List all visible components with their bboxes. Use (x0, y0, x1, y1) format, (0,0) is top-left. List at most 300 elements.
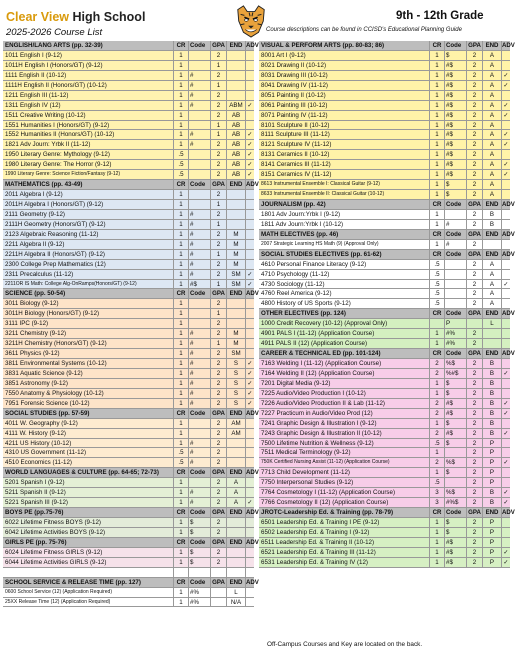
credit-cell: 1 (173, 200, 188, 209)
advanced-cell (245, 548, 254, 557)
endorsement-cell: M (226, 329, 245, 338)
credit-cell: 1 (173, 598, 188, 607)
course-row (259, 240, 510, 250)
credit-cell: 1 (173, 190, 188, 199)
advanced-cell: ✓ (245, 170, 254, 179)
code-cell (188, 299, 210, 308)
credit-cell: 1 (429, 329, 444, 338)
credit-cell: 1 (173, 230, 188, 239)
endorsement-cell: B (482, 429, 501, 438)
course-row (3, 369, 254, 379)
gpa-cell: 1 (210, 61, 226, 70)
code-cell: #$ (444, 399, 466, 408)
code-cell (188, 111, 210, 120)
endorsement-cell: P (482, 548, 501, 557)
gpa-cell: 2 (210, 488, 226, 497)
credit-cell: 1 (173, 419, 188, 428)
section-header (259, 250, 515, 260)
course-name: 8151 Ceramics IV (11-12) (261, 171, 332, 179)
section-header (3, 578, 259, 588)
course-name: 3811 Environmental Systems (10-12) (5, 360, 107, 367)
gpa-cell: GPA (210, 538, 226, 547)
endorsement-cell (226, 518, 245, 527)
course-name: 7225 Audio/Video Production I (10-12) (261, 389, 366, 397)
section-header (3, 468, 259, 478)
advanced-cell (245, 71, 254, 80)
course-name: 2300 College Prep Mathematics (12) (5, 260, 106, 268)
credit-cell: 1 (173, 528, 188, 537)
advanced-cell (245, 528, 254, 537)
code-cell: #%$ (444, 498, 466, 507)
course-name: 1821 Adv Journ: Yrbk II (11-12) (5, 141, 91, 149)
code-cell: Code (444, 309, 466, 318)
course-row (259, 210, 510, 220)
code-cell: Code (188, 468, 210, 477)
course-row (259, 448, 510, 458)
gpa-cell: 2 (466, 409, 482, 418)
endorsement-cell: END (482, 250, 501, 259)
course-row (259, 439, 510, 449)
course-row (3, 478, 254, 488)
credit-cell: 1 (429, 61, 444, 70)
code-cell (444, 280, 466, 289)
course-row (259, 220, 510, 230)
endorsement-cell: A (482, 61, 501, 70)
advanced-cell (245, 458, 254, 467)
gpa-cell: 2 (210, 349, 226, 358)
advanced-cell: ✓ (245, 270, 254, 279)
endorsement-cell: S (226, 359, 245, 368)
course-name: SCHOOL SERVICE & RELEASE TIME (pp. 127) (5, 578, 141, 586)
course-name: 8121 Sculpture IV (11-12) (261, 141, 332, 149)
gpa-cell: 2 (466, 488, 482, 497)
gpa-cell: 2 (210, 91, 226, 100)
credit-cell: 1 (173, 518, 188, 527)
code-cell: #% (188, 588, 210, 597)
course-name: BOYS PE (pp.75-76) (5, 509, 64, 517)
advanced-cell (245, 558, 254, 567)
advanced-cell: ✓ (501, 280, 510, 289)
course-name: 7500 Lifetime Nutrition & Wellness (9-12) (261, 439, 374, 447)
endorsement-cell: END (226, 538, 245, 547)
credit-cell: .5 (429, 289, 444, 298)
course-name: 8613 Instrumental Ensemble I: Classical Guitar (9-12) (261, 181, 380, 188)
advanced-cell: ADV (246, 409, 259, 417)
endorsement-cell: B (482, 409, 501, 418)
advanced-cell: ✓ (245, 150, 254, 159)
course-name: 750K Certified Nursing Assist (11-12) (Application Course) (261, 459, 390, 466)
course-name: 2211 Algebra II (9-12) (5, 240, 65, 248)
course-list-year: 2025-2026 Course List (6, 27, 103, 38)
gpa-cell: 2 (466, 429, 482, 438)
course-name: OTHER ELECTIVES (pp. 124) (261, 310, 346, 318)
advanced-cell: ✓ (501, 111, 510, 120)
course-name: 3831 Aquatic Science (9-12) (5, 369, 83, 377)
gpa-cell: 2 (466, 448, 482, 457)
endorsement-cell: P (482, 528, 501, 537)
code-cell (188, 319, 210, 328)
course-name: 8021 Drawing II (10-12) (261, 61, 327, 69)
course-row (259, 101, 510, 111)
advanced-cell (501, 121, 510, 130)
course-row (259, 359, 510, 369)
gpa-cell: 2 (210, 160, 226, 169)
credit-cell: 1 (429, 71, 444, 80)
advanced-cell: ✓ (501, 548, 510, 557)
code-cell: # (188, 91, 210, 100)
gpa-cell: 2 (466, 518, 482, 527)
endorsement-cell: AB (226, 170, 245, 179)
endorsement-cell: AB (226, 150, 245, 159)
section-header (259, 309, 515, 319)
course-name: 2311 Precalculus (11-12) (5, 270, 74, 278)
advanced-cell (245, 488, 254, 497)
code-cell: # (444, 220, 466, 229)
course-name: 3011H Biology (Honors/GT) (9-12) (5, 310, 100, 318)
course-name: 7713 Child Development (11-12) (261, 469, 350, 477)
gpa-cell: 2 (210, 389, 226, 398)
course-row (259, 478, 510, 488)
advanced-cell: ✓ (501, 71, 510, 80)
advanced-cell (245, 419, 254, 428)
code-cell: $ (444, 379, 466, 388)
code-cell: Code (444, 200, 466, 209)
course-name: 1801 Adv Journ:Yrbk I (9-12) (261, 210, 341, 218)
course-row (3, 558, 254, 568)
course-name: 8041 Drawing IV (11-12) (261, 81, 328, 89)
course-name: 2007 Strategic Learning HS Math (9) (Approval Only) (261, 240, 379, 247)
course-name: 8633 Instrumental Ensemble II: Classical Guitar (10-12) (261, 191, 385, 198)
endorsement-cell: A (482, 170, 501, 179)
code-cell (188, 170, 210, 179)
credit-cell: 1 (429, 448, 444, 457)
advanced-cell (501, 190, 510, 199)
advanced-cell (245, 588, 254, 597)
credit-cell: .5 (429, 439, 444, 448)
code-cell: Code (188, 578, 210, 587)
course-row (3, 230, 254, 240)
course-row (3, 329, 254, 339)
endorsement-cell (226, 299, 245, 308)
course-name: 8031 Drawing III (10-12) (261, 71, 328, 79)
course-row (3, 81, 254, 91)
endorsement-cell: AB (226, 121, 245, 130)
endorsement-cell (226, 61, 245, 70)
credit-cell: 1 (173, 319, 188, 328)
advanced-cell (501, 439, 510, 448)
advanced-cell (501, 339, 510, 348)
code-cell: #$ (444, 81, 466, 90)
endorsement-cell (482, 240, 501, 249)
endorsement-cell (482, 339, 501, 348)
course-name: 1311 English IV (12) (5, 101, 61, 109)
advanced-cell (245, 518, 254, 527)
course-name: 1011 English I (9-12) (5, 51, 62, 59)
course-name: 2211H Algebra II (Honors/GT) (9-12) (5, 250, 105, 258)
course-row (3, 419, 254, 429)
course-row (259, 280, 510, 290)
course-row (259, 51, 510, 61)
code-cell (444, 210, 466, 219)
advanced-cell (245, 121, 254, 130)
advanced-cell: ADV (246, 509, 259, 517)
course-name: 6501 Leadership Ed. & Training I PE (9-12) (261, 519, 380, 526)
course-name: 4730 Sociology (11-12) (261, 280, 325, 288)
course-name: 3611 Physics (9-12) (5, 350, 60, 358)
course-name: 2211OR IS Math: College Alg-OnRamps(Honors/GT) (9-12) (5, 280, 137, 287)
code-cell: # (188, 130, 210, 139)
advanced-cell: ADV (246, 42, 259, 49)
endorsement-cell: END (482, 508, 501, 517)
course-name: WORLD LANGUAGES & CULTURE (pp. 64-65; 72-73) (5, 469, 159, 477)
credit-cell: 1 (173, 429, 188, 438)
credit-cell: 1 (429, 111, 444, 120)
advanced-cell (245, 568, 254, 577)
course-name: 1511 Creative Writing (10-12) (5, 111, 86, 119)
course-row (3, 280, 254, 290)
course-row (259, 329, 510, 339)
credit-cell: 1 (429, 220, 444, 229)
code-cell: Code (188, 508, 210, 517)
course-row (259, 190, 510, 200)
gpa-cell: 2 (466, 379, 482, 388)
advanced-cell: ✓ (245, 379, 254, 388)
gpa-cell: 2 (210, 379, 226, 388)
gpa-cell: 2 (210, 369, 226, 378)
code-cell: #$ (444, 538, 466, 547)
endorsement-cell (226, 71, 245, 80)
credit-cell: 1 (429, 528, 444, 537)
credit-cell: .5 (173, 160, 188, 169)
advanced-cell (501, 260, 510, 269)
code-cell: $ (188, 518, 210, 527)
credit-cell: 1 (429, 150, 444, 159)
endorsement-cell: B (482, 488, 501, 497)
credit-cell: 2 (429, 369, 444, 378)
course-name: VISUAL & PERFORM ARTS (pp. 80-83; 86) (261, 42, 385, 49)
section-header (259, 508, 515, 518)
course-row (259, 121, 510, 131)
gpa-cell: 2 (210, 210, 226, 219)
code-cell: Code (444, 508, 466, 517)
endorsement-cell: A (482, 160, 501, 169)
endorsement-cell: A (482, 111, 501, 120)
gpa-cell: 2 (466, 91, 482, 100)
advanced-cell (245, 240, 254, 249)
endorsement-cell: B (482, 220, 501, 229)
gpa-cell: GPA (466, 250, 482, 259)
course-row (259, 528, 510, 538)
code-cell: # (188, 210, 210, 219)
gpa-cell: 2 (210, 190, 226, 199)
course-row (3, 299, 254, 309)
course-row (259, 130, 510, 140)
credit-cell: 1 (173, 240, 188, 249)
course-row (3, 568, 254, 578)
course-row (3, 260, 254, 270)
gpa-cell: 1 (210, 200, 226, 209)
course-row (3, 399, 254, 409)
course-row (3, 389, 254, 399)
code-cell: #$ (444, 140, 466, 149)
endorsement-cell: P (482, 458, 501, 467)
course-row (259, 518, 510, 528)
credit-cell: 1 (173, 130, 188, 139)
course-column-left (3, 41, 259, 607)
code-cell: Code (188, 41, 210, 50)
course-row (3, 598, 254, 608)
course-row (259, 180, 510, 190)
code-cell: # (188, 458, 210, 467)
credit-cell: .5 (429, 270, 444, 279)
endorsement-cell: S (226, 379, 245, 388)
credit-cell: 1 (429, 558, 444, 567)
course-row (3, 210, 254, 220)
credit-cell: 1 (429, 180, 444, 189)
credit-cell: 1 (429, 389, 444, 398)
code-cell: $ (444, 51, 466, 60)
gpa-cell: 2 (210, 111, 226, 120)
gpa-cell: 2 (210, 51, 226, 60)
course-row (259, 389, 510, 399)
gpa-cell: 2 (466, 240, 482, 249)
credit-cell: 1 (173, 399, 188, 408)
course-row (3, 150, 254, 160)
gpa-cell: 2 (466, 150, 482, 159)
course-name: 7201 Digital Media (9-12) (261, 379, 331, 387)
endorsement-cell: A (482, 121, 501, 130)
code-cell: #% (444, 339, 466, 348)
advanced-cell (501, 379, 510, 388)
code-cell (188, 309, 210, 318)
advanced-cell: ✓ (501, 498, 510, 507)
course-name: 7511 Medical Terminology (9-12) (261, 449, 351, 457)
endorsement-cell: M (226, 250, 245, 259)
gpa-cell: 2 (210, 558, 226, 567)
endorsement-cell: S (226, 369, 245, 378)
endorsement-cell (226, 448, 245, 457)
course-name: 1011H English I (Honors/GT) (9-12) (5, 61, 103, 69)
code-cell: $ (444, 389, 466, 398)
advanced-cell (501, 61, 510, 70)
credit-cell: 1 (173, 260, 188, 269)
code-cell: #% (188, 598, 210, 607)
code-cell: # (188, 329, 210, 338)
code-cell (188, 61, 210, 70)
credit-cell: CR (429, 508, 444, 517)
endorsement-cell (226, 190, 245, 199)
gpa-cell: GPA (466, 41, 482, 50)
endorsement-cell: B (482, 399, 501, 408)
advanced-cell (245, 250, 254, 259)
section-header (3, 538, 259, 548)
course-name: 3851 Astronomy (9-12) (5, 379, 68, 387)
code-cell: #$ (444, 91, 466, 100)
credit-cell: 1 (429, 339, 444, 348)
credit-cell: 1 (173, 349, 188, 358)
gpa-cell: 2 (466, 260, 482, 269)
course-name: 7243 Graphic Design & Illustration II (10-12) (261, 429, 382, 437)
course-row (3, 528, 254, 538)
credit-cell: .5 (173, 150, 188, 159)
code-cell: Code (188, 289, 210, 298)
credit-cell: 1 (429, 538, 444, 547)
advanced-cell: ✓ (501, 101, 510, 110)
code-cell (444, 478, 466, 487)
advanced-cell: ✓ (501, 369, 510, 378)
gpa-cell: 2 (466, 329, 482, 338)
advanced-cell (245, 111, 254, 120)
gpa-cell: 2 (466, 101, 482, 110)
credit-cell: CR (429, 41, 444, 50)
gpa-cell: 2 (466, 299, 482, 308)
endorsement-cell: L (482, 319, 501, 328)
endorsement-cell: END (226, 41, 245, 50)
credit-cell: .5 (429, 299, 444, 308)
advanced-cell: ADV (246, 578, 259, 586)
gpa-cell: 2 (210, 439, 226, 448)
school-name-highlight: Clear View (6, 10, 70, 24)
code-cell: #$ (188, 280, 210, 289)
endorsement-cell: SM (226, 349, 245, 358)
code-cell: #$ (444, 409, 466, 418)
gpa-cell: GPA (210, 180, 226, 189)
advanced-cell: ✓ (245, 369, 254, 378)
code-cell: # (188, 389, 210, 398)
course-row (259, 170, 510, 180)
code-cell: #$ (444, 101, 466, 110)
course-row (3, 309, 254, 319)
gpa-cell: GPA (466, 508, 482, 517)
code-cell: # (188, 379, 210, 388)
endorsement-cell: M (226, 339, 245, 348)
course-name: 7951 Forensic Science (10-12) (5, 399, 90, 407)
gpa-cell: 2 (210, 101, 226, 110)
course-row (3, 548, 254, 558)
credit-cell (429, 319, 444, 328)
advanced-cell: ✓ (245, 130, 254, 139)
endorsement-cell: P (482, 478, 501, 487)
endorsement-cell: AB (226, 111, 245, 120)
course-row (3, 240, 254, 250)
gpa-cell: 2 (466, 81, 482, 90)
course-name: 1552 Humanities II (Honors/GT) (10-12) (5, 131, 115, 139)
course-row (259, 339, 510, 349)
endorsement-cell: END (226, 289, 245, 298)
course-row (259, 160, 510, 170)
endorsement-cell: N/A (226, 598, 245, 607)
course-row (3, 71, 254, 81)
footer-note: Off-Campus Courses and Key are located on the back. (267, 641, 423, 648)
code-cell: Code (188, 409, 210, 418)
credit-cell: 2 (429, 458, 444, 467)
credit-cell: 1 (173, 91, 188, 100)
course-row (259, 369, 510, 379)
advanced-cell (245, 81, 254, 90)
code-cell (188, 419, 210, 428)
course-row (3, 379, 254, 389)
course-name: 5201 Spanish I (9-12) (5, 479, 65, 487)
credit-cell: 1 (173, 111, 188, 120)
gpa-cell: GPA (210, 41, 226, 50)
course-name: 4011 W. Geography (9-12) (5, 419, 78, 427)
gpa-cell: GPA (210, 409, 226, 418)
course-name: 7766 Cosmetology II (12) (Application Course) (261, 499, 389, 507)
course-name: 2111 Geometry (9-12) (5, 210, 65, 218)
credit-cell: .5 (429, 280, 444, 289)
gpa-cell: GPA (466, 309, 482, 318)
credit-cell: CR (429, 349, 444, 358)
